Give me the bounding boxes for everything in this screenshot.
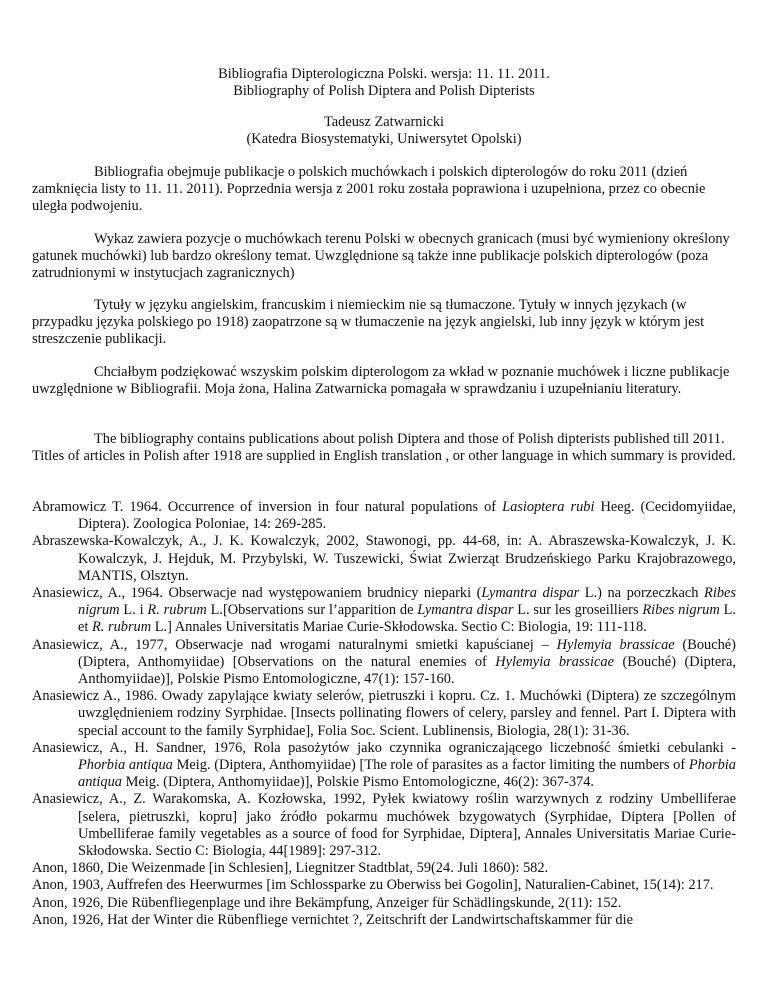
- entry-text: Abramowicz T. 1964. Occurrence of inversion in four natural populations of: [32, 499, 503, 515]
- entry-text: Anon, 1903, Auffrefen des Heerwurmes [im Schlossparke zu Oberwiss bei Gogolin], Naturalien-Cabinet, 15(14): 217.: [32, 877, 714, 894]
- bibliography-entry: [32, 895, 736, 912]
- entry-text: L.] Annales Universitatis Mariae Curie-Skłodowska. Sectio C: Biologia, 19: 111-118.: [151, 619, 647, 636]
- species-name: Phorbia antiqua: [78, 757, 736, 791]
- entry-text: Anasiewicz, A., 1977, Obserwacje nad wrogami naturalnymi smietki kapuścianej –: [32, 636, 557, 653]
- entry-text: L.[Observations sur l’apparition de: [206, 602, 418, 619]
- entry-text: Anon, 1926, Hat der Winter die Rübenfliege vernichtet ?, Zeitschrift der Landwirtschaftskammer für die: [32, 911, 633, 928]
- species-name: Hylemyia brassicae: [495, 653, 614, 670]
- species-name: Ribes nigrum: [642, 602, 720, 619]
- bibliography-list: [32, 499, 736, 929]
- bibliography-entry: [32, 877, 736, 894]
- entry-text: Anasiewicz, A., H. Sandner, 1976, Rola pasożytów jako czynnika ograniczającego liczebność śmietki cebulanki -: [32, 739, 736, 756]
- entry-text: (Bouché) (Diptera, Anthomyiidae)], Polskie Pismo Entomologiczne, 47(1): 157-160.: [78, 653, 736, 688]
- entry-text: Anasiewicz A., 1986. Owady zapylające kwiaty selerów, pietruszki i kopru. Cz. 1. Muchówki (Diptera) ze szczególnym uwzględnieniem rodziny Syrphidae. [Insects pollinating flowers of celery, parsley and fennel. Part I. Diptera with special account to the family Syrphidae], Folia Soc. Scient. Lublinensis, Biologia, 28(1): 31-36.: [32, 688, 736, 739]
- intro-paragraph-scope: Bibliografia obejmuje publikacje o polskich muchówkach i polskich dipterologów do roku 2011 (dzień zamknięcia listy to 11. 11. 2011). Poprzednia wersja z 2001 roku została poprawiona i uzupełniona, przez co obecnie uległa podwojeniu.: [32, 164, 706, 215]
- species-name: Lymantra dispar: [417, 602, 514, 619]
- intro-paragraph-english-summary: The bibliography contains publications about polish Diptera and those of Polish dipterists published till 2011. Titles of articles in Polish after 1918 are supplied in English translation , or other language in which summary is provided.: [32, 431, 736, 465]
- species-name: R. rubrum: [147, 602, 207, 619]
- species-name: Hylemyia brassicae: [556, 636, 675, 653]
- entry-text: Heeg. (Cecidomyiidae, Diptera). Zoologica Poloniae, 14: 269-285.: [78, 499, 736, 533]
- bibliography-entry: [32, 499, 736, 533]
- entry-text: Meig. (Diptera, Anthomyiidae) [The role of parasites as a factor limiting the numbers of: [172, 757, 689, 774]
- entry-text: L. i: [119, 602, 148, 619]
- intro-paragraph-acknowledgements: Chciałbym podziękować wszyskim polskim dipterologom za wkład w poznanie muchówek i liczne publikacje uwzględnione w Bibliografii. Moja żona, Halina Zatwarnicka pomagała w sprawdzaniu i uzupełnianiu literatury.: [32, 364, 730, 398]
- bibliography-entry: [32, 637, 736, 689]
- species-name: Lasioptera rubi: [502, 499, 595, 515]
- entry-text: Anon, 1926, Die Rübenfliegenplage und ihre Bekämpfung, Anzeiger für Schädlingskunde, 2(11): 152.: [32, 894, 622, 911]
- author-affiliation: (Katedra Biosystematyki, Uniwersytet Opolski): [246, 131, 522, 148]
- bibliography-entry: [32, 912, 736, 929]
- bibliography-entry: [32, 533, 736, 585]
- bibliography-entry: [32, 740, 736, 792]
- species-name: Lymantra dispar: [481, 585, 580, 602]
- bibliography-entry: [32, 688, 736, 740]
- entry-text: Anasiewicz, A., Z. Warakomska, A. Kozłowska, 1992, Pyłek kwiatowy roślin warzywnych z rodziny Umbelliferae [selera, pietruszki, kopru] jako źródło pokarmu muchówek bzygowatych (Syrphidae, Diptera [Pollen of Umbelliferae family vegetables as a source of food for Syrphidae, Diptera], Annales Universitatis Mariae Curie-Skłodowska. Sectio C: Biologia, 44[1989]: 297-312.: [32, 791, 736, 860]
- title-polish: Bibliografia Dipterologiczna Polski. wersja: 11. 11. 2011.: [218, 66, 550, 82]
- species-name: Phorbia antiqua: [78, 757, 173, 774]
- entry-text: (Bouché) (Diptera, Anthomyiidae) [Observations on the natural enemies of: [78, 636, 736, 670]
- entry-text: L. sur les groseilliers: [513, 602, 643, 619]
- author-block: [40, 114, 728, 148]
- species-name: Ribes nigrum: [78, 585, 737, 619]
- author-name: Tadeusz Zatwarnicki: [323, 114, 445, 130]
- bibliography-entry: [32, 791, 736, 860]
- bibliography-entry: [32, 585, 736, 637]
- entry-text: Meig. (Diptera, Anthomyiidae)], Polskie Pismo Entomologiczne, 46(2): 367-374.: [121, 774, 595, 791]
- bibliography-entry: [32, 860, 736, 877]
- entry-text: Abraszewska-Kowalczyk, A., J. K. Kowalczyk, 2002, Stawonogi, pp. 44-68, in: A. Abraszewska-Kowalczyk, J. K. Kowalczyk, J. Hejduk, M. Przybylski, W. Tuszewicki, Świat Zwierząt Brudzeńskiego Parku Krajobrazowego, MANTIS, Olsztyn.: [32, 533, 736, 584]
- intro-paragraph-content: Wykaz zawiera pozycje o muchówkach terenu Polski w obecnych granicach (musi być wymieniony określony gatunek muchówki) lub bardzo określony temat. Uwzględnione są także inne publikacje polskich dipterologów (poza zatrudnionymi w instytucjach zagranicznych): [32, 231, 730, 282]
- entry-text: Anasiewicz, A., 1964. Obserwacje nad występowaniem brudnicy nieparki (: [32, 585, 482, 602]
- entry-text: L. et: [78, 602, 736, 636]
- title-english: Bibliography of Polish Diptera and Polish Dipterists: [233, 83, 535, 100]
- species-name: R. rubrum: [91, 619, 152, 636]
- entry-text: L.) na porzeczkach: [579, 585, 705, 602]
- intro-paragraph-titles: Tytuły w języku angielskim, francuskim i niemieckim nie są tłumaczone. Tytuły w innych językach (w przypadku języka polskiego po 1918) zaopatrzone są w tłumaczenie na język angielski, lub inny język w którym jest streszczenie publikacji.: [32, 297, 705, 348]
- document-header: [40, 66, 728, 100]
- entry-text: Anon, 1860, Die Weizenmade [in Schlesien], Liegnitzer Stadtblat, 59(24. Juli 1860): 582.: [32, 860, 549, 877]
